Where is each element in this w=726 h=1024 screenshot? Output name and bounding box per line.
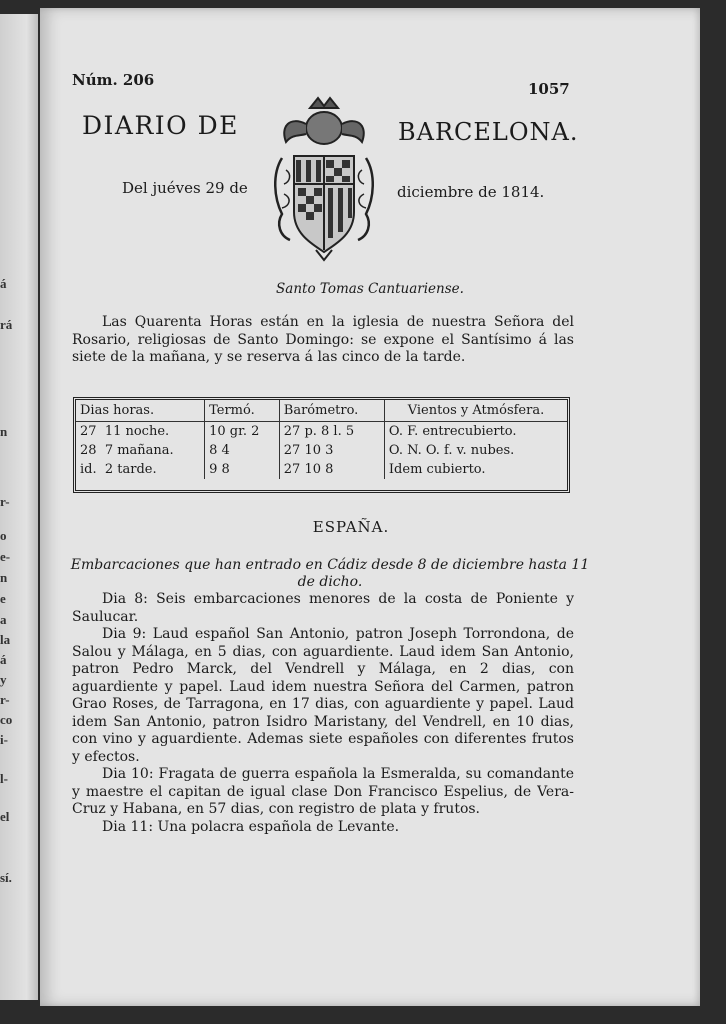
date-line-right: diciembre de 1814. (397, 183, 545, 201)
masthead-title-left: DIARIO DE (82, 111, 239, 140)
issue-number: Núm. 206 (72, 71, 155, 89)
facing-page-fragment: co (0, 712, 13, 727)
ship-arrivals (72, 591, 574, 836)
weather-wind: Idem cubierto. (388, 462, 486, 477)
weather-thermometer: 9 8 (205, 460, 280, 479)
facing-page-fragment: á (0, 652, 7, 667)
weather-day-hour: id. 2 tarde. (76, 460, 205, 479)
facing-page-fragment: sí. (0, 870, 12, 885)
arrival-entry: Dia 10: Fragata de guerra española la Esmeralda, su comandante y maestre el capitan de igual clase Don Francisco Espelius, de Vera-Cruz y Habana, en 57 dias, con registro de plata y frutos. (72, 766, 574, 817)
weather-wind: O. N. O. f. v. nubes. (388, 443, 515, 458)
facing-page-fragment: á (0, 276, 7, 291)
page-number: 1057 (528, 80, 570, 98)
weather-header-winds: Vientos y Atmósfera. (384, 400, 567, 422)
saint-of-the-day: Santo Tomas Cantuariense. (276, 281, 464, 297)
arrival-entry: Dia 8: Seis embarcaciones menores de la costa de Poniente y Saulucar. (72, 591, 574, 625)
facing-page-fragment: n (0, 424, 8, 439)
table-row (76, 460, 567, 479)
weather-table (73, 397, 570, 493)
facing-page-fragment: r- (0, 494, 10, 509)
facing-page-fragment: o (0, 528, 7, 543)
weather-thermometer: 8 4 (205, 441, 280, 460)
facing-page-fragment: l- (0, 771, 8, 786)
facing-page-fragment: a (0, 612, 7, 627)
weather-day-hour: 27 11 noche. (76, 422, 205, 442)
facing-page-fragment: n (0, 570, 8, 585)
facing-page-edge (0, 14, 38, 1000)
table-row (76, 422, 567, 442)
arrival-entry: Dia 9: Laud español San Antonio, patron Joseph Torrondona, de Salou y Málaga, en 5 dias, con aguardiente. Laud idem San Antonio, patron Pedro Marck, del Vendrell y Málaga, en 2 dias, con aguardiente y papel. Laud idem nuestra Señora del Carmen, patron Grao Roses, de Tarragona, en 17 dias, con aguardiente y papel. Laud idem San Antonio, patron Isidro Maristany, del Vendrell, en 10 dias, con vino y aguardiente. Ademas siete españoles con diferentes frutos y efectos. (72, 626, 574, 765)
barcelona-coat-of-arms-icon (266, 94, 382, 262)
newspaper-page (40, 8, 700, 1006)
date-line-left: Del juéves 29 de (122, 179, 248, 197)
table-row (76, 441, 567, 460)
arrival-entry: Dia 11: Una polacra española de Levante. (102, 818, 400, 835)
weather-barometer: 27 10 3 (279, 441, 384, 460)
forty-hours-text: Las Quarenta Horas están en la iglesia de nuestra Señora del Rosario, religiosas de Santo Domingo: se expone el Santísimo á las siete de la mañana, y se reserva á las cinco de la tarde. (72, 314, 574, 365)
facing-page-fragment: i- (0, 732, 8, 747)
facing-page-fragment: la (0, 632, 11, 647)
section-title: ESPAÑA. (312, 518, 390, 536)
section-subtitle: Embarcaciones que han entrado en Cádiz desde 8 de diciembre hasta 11 de dicho. (70, 557, 590, 590)
facing-page-fragment: el (0, 809, 10, 824)
facing-page-fragment: e (0, 591, 6, 606)
facing-page-fragment: r- (0, 692, 10, 707)
weather-barometer: 27 p. 8 l. 5 (279, 422, 384, 442)
forty-hours-notice (72, 314, 574, 367)
weather-wind: O. F. entrecubierto. (388, 424, 517, 439)
masthead-title-right: BARCELONA. (398, 118, 579, 146)
weather-header-days: Dias horas. (76, 400, 205, 422)
weather-barometer: 27 10 8 (279, 460, 384, 479)
facing-page-fragment: e- (0, 549, 11, 564)
facing-page-fragment: rá (0, 317, 13, 332)
weather-day-hour: 28 7 mañana. (76, 441, 205, 460)
weather-header-thermometer: Termó. (205, 400, 280, 422)
weather-header-barometer: Barómetro. (279, 400, 384, 422)
facing-page-fragment: y (0, 672, 7, 687)
weather-thermometer: 10 gr. 2 (205, 422, 280, 442)
